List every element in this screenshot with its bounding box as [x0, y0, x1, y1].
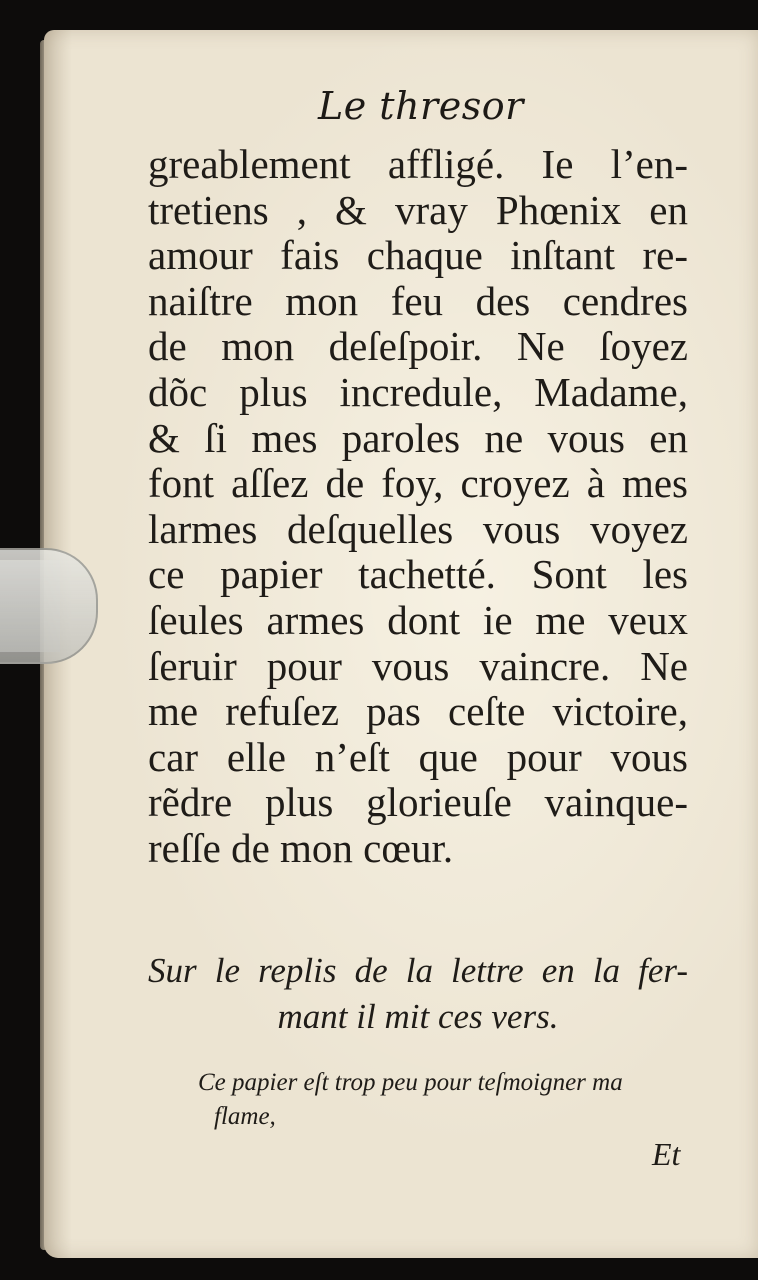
- running-head: Le thresor: [318, 84, 524, 128]
- body-line: tretiens , & vray Phœnix en: [148, 186, 688, 233]
- body-line: font aſſez de foy, croyez à mes: [148, 460, 688, 507]
- body-line: reſſe de mon cœur.: [148, 824, 454, 871]
- body-line: greablement affligé. Ie l’en-: [148, 141, 688, 187]
- body-text: [148, 142, 688, 872]
- body-line: ſeules armes dont ie me veux: [148, 596, 688, 643]
- body-line: me refuſez pas ceſte victoire,: [148, 688, 688, 735]
- body-line: de mon deſeſpoir. Ne ſoyez: [148, 323, 688, 370]
- body-line: car elle n’eſt que pour vous: [148, 733, 688, 780]
- body-line: naiſtre mon feu des cendres: [148, 277, 688, 324]
- verse: [198, 1066, 694, 1134]
- section-heading: [148, 948, 688, 1040]
- page-clip: [0, 548, 98, 664]
- body-line: larmes deſquelles vous voyez: [148, 505, 688, 552]
- section-heading-line: Sur le replis de la lettre en la fer-: [148, 951, 688, 990]
- catchword: Et: [652, 1136, 681, 1172]
- verse-line: Ce papier eſt trop peu pour teſmoigner ma: [198, 1069, 623, 1096]
- body-line: amour fais chaque inſtant re-: [148, 232, 688, 279]
- body-line: dõc plus incredule, Madame,: [148, 368, 688, 415]
- verse-line: flame,: [214, 1103, 276, 1130]
- body-line: rẽdre plus glorieuſe vainque-: [148, 779, 688, 826]
- section-heading-line: mant il mit ces vers.: [277, 997, 559, 1036]
- body-line: & ſi mes paroles ne vous en: [148, 414, 688, 461]
- body-line: ſeruir pour vous vaincre. Ne: [148, 642, 688, 689]
- body-line: ce papier tachetté. Sont les: [148, 551, 688, 598]
